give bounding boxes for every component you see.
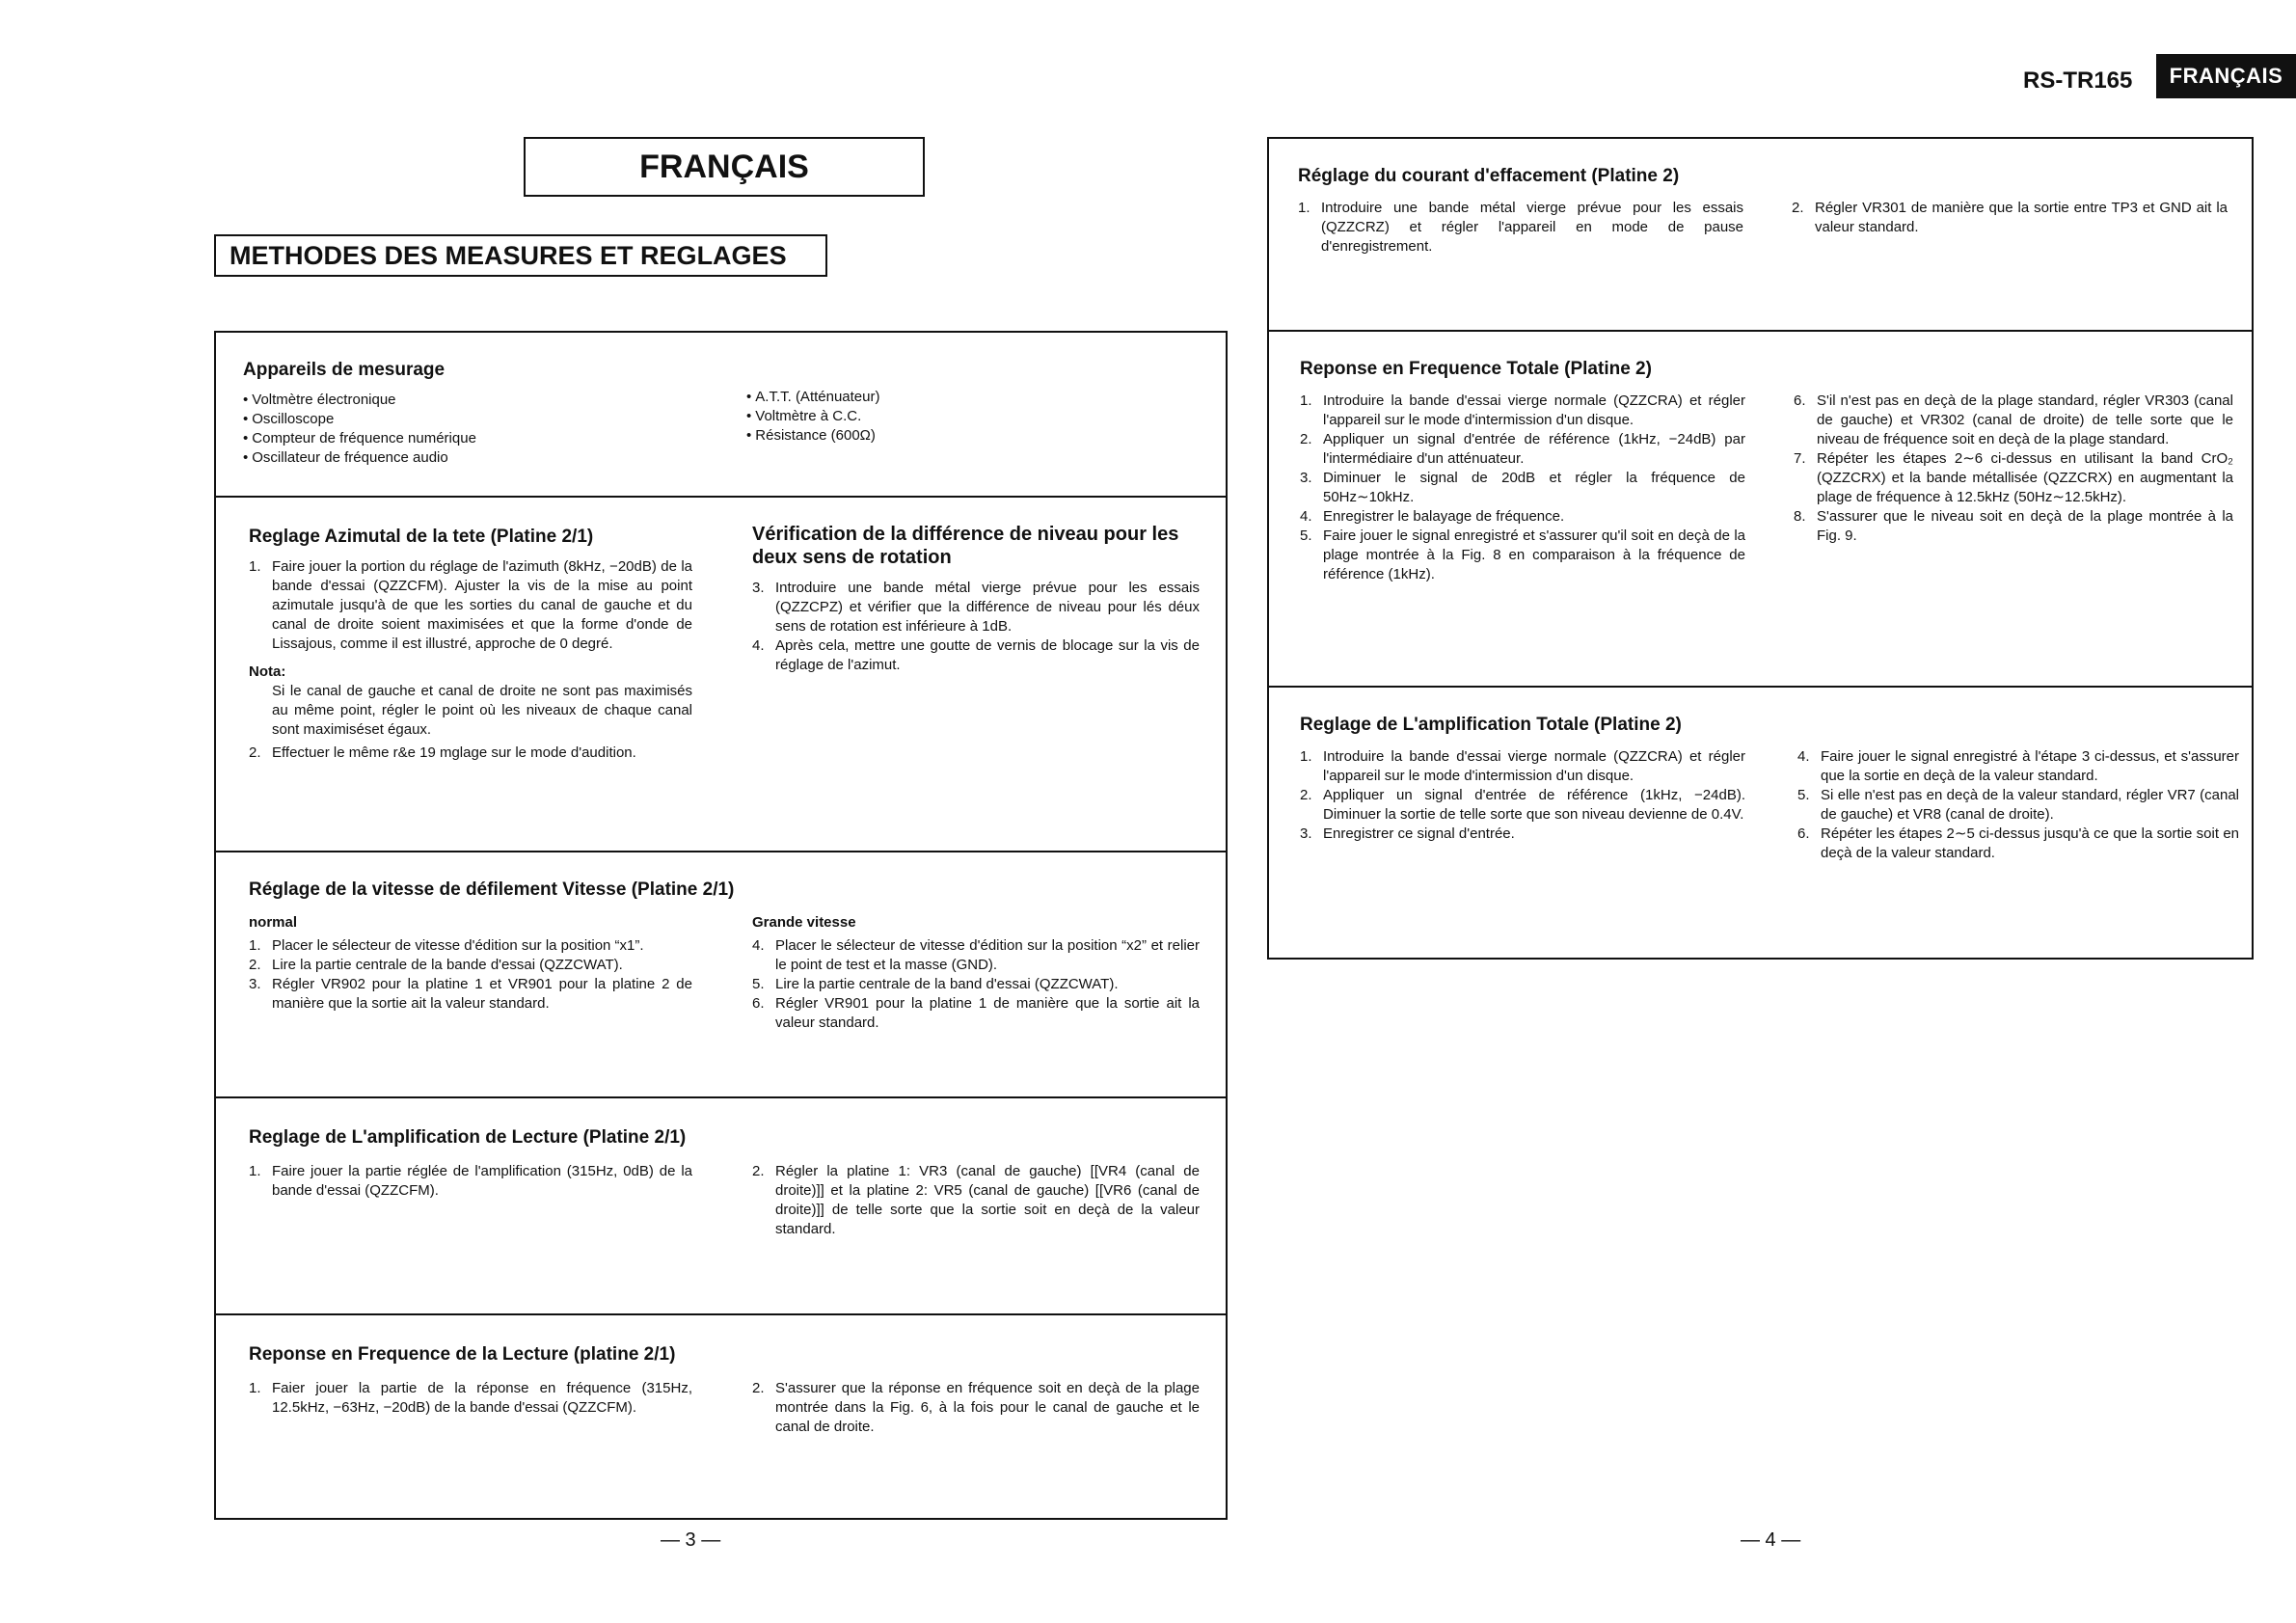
step-text: Faire jouer le signal enregistré à l'étape 3 ci-dessus, et s'assurer que la sortie en deçà de la valeur standard. [1821,748,2239,784]
page3-panel [214,331,1228,1520]
vitesse-section [216,852,1226,1098]
verification-steps [752,579,1200,675]
list-item [1797,747,2239,786]
step-number: 5. [752,976,765,992]
note-label: Nota: [249,663,286,680]
step-number: 2. [1792,200,1804,216]
step-number: 6. [752,995,765,1012]
list-item [249,936,692,956]
amplification-totale-right-steps [1797,747,2239,863]
step-number: 1. [249,1163,261,1179]
step-text: Enregistrer le balayage de fréquence. [1323,508,1565,525]
step-number: 1. [1298,200,1310,216]
step-number: 4. [1300,508,1312,525]
step-number: 3. [1300,825,1312,842]
azimutal-heading: Reglage Azimutal de la tete (Platine 2/1) [249,527,594,547]
step-number: 8. [1794,508,1806,525]
amplification-lecture-section [216,1098,1226,1315]
list-item: • Oscilloscope [243,410,706,429]
step-text: Régler la platine 1: VR3 (canal de gauche) [[VR4 (canal de droite)]] et la platine 2: VR5 (canal de gauche) [[VR6 (canal de droite)]] de telle sorte que la sortie soit en deçà de la valeur standard. [775,1163,1200,1237]
list-item [1300,747,1745,786]
step-text: Régler VR301 de manière que la sortie entre TP3 et GND ait la valeur standard. [1815,200,2228,235]
step-text: Introduire la bande d'essai vierge normale (QZZCRA) et régler l'appareil sur le mode d'intermission d'un disque. [1323,392,1745,428]
page4-panel [1267,137,2254,960]
step-number: 2. [249,957,261,973]
step-number: 3. [752,580,765,596]
frequence-lecture-section [216,1315,1226,1518]
step-text: Faire jouer le signal enregistré et s'assurer qu'il soit en deçà de la plage montrée à la Fig. 8 en comparaison à la fréquence de référence (1kHz). [1323,527,1745,582]
appareils-heading: Appareils de mesurage [243,360,446,380]
list-item [1300,392,1745,430]
list-item: • Voltmètre à C.C. [746,407,1200,426]
step-text: Répéter les étapes 2∼5 ci-dessus jusqu'à ce que la sortie soit en deçà de la valeur standard. [1821,825,2239,861]
list-item [1794,507,2233,546]
appareils-right-list [746,388,1200,446]
amplification-totale-left-steps [1300,747,1745,844]
list-item [1300,825,1745,844]
effacement-left-steps [1298,199,1743,257]
step-text: Effectuer le même r&e 19 mglage sur le mode d'audition. [272,744,636,761]
step-number: 5. [1300,527,1312,544]
step-text: Appliquer un signal d'entrée de référence (1kHz, −24dB) par l'intermédiaire d'un atténuateur. [1323,431,1745,467]
step-text: S'assurer que la réponse en fréquence soit en deçà de la plage montrée dans la Fig. 6, à la fois pour le canal de gauche et le canal de droite. [775,1380,1200,1435]
effacement-right-steps [1792,199,2228,237]
frequence-totale-left-steps [1300,392,1745,584]
verification-heading: Vérification de la différence de niveau pour les deux sens de rotation [752,524,1179,568]
step-number: 1. [249,937,261,954]
step-text: Introduire une bande métal vierge prévue pour les essais (QZZCPZ) et vérifier que la différence de niveau pour lés déux sens de rotation est inférieure à 1dB. [775,580,1200,635]
list-item [752,936,1200,975]
step-text: Si elle n'est pas en deçà de la valeur standard, régler VR7 (canal de gauche) et VR8 (canal de droite). [1821,787,2239,823]
step-text: Faire jouer la portion du réglage de l'azimuth (8kHz, −20dB) de la bande d'essai (QZZCFM). Ajuster la vis de la mise au point azimutale jusqu'à de que les sorties du canal de gauche et du canal de droite soient maximisées et que la forme d'onde de Lissajous, comme il est illustré, approche de 0 degré. [272,558,692,652]
section-title [214,234,827,277]
step-text: Régler VR901 pour la platine 1 de manière que la sortie ait la valeur standard. [775,995,1200,1031]
list-item: • Résistance (600Ω) [746,426,1200,446]
step-number: 5. [1797,787,1810,803]
appareils-left-list [243,391,706,468]
step-number: 2. [249,744,261,761]
step-number: 2. [752,1380,765,1396]
step-text: Lire la partie centrale de la band d'essai (QZZCWAT). [775,976,1119,992]
step-text: Répéter les étapes 2∼6 ci-dessus en utilisant la band CrO₂ (QZZCRX) et la bande métallisée (QZZCRX) en augmentant la plage de fréquence à 12.5kHz (50Hz∼12.5kHz). [1817,450,2233,505]
step-text: Placer le sélecteur de vitesse d'édition sur la position “x1”. [272,937,644,954]
list-item [249,975,692,1014]
list-item [1300,430,1745,469]
list-item: • Compteur de fréquence numérique [243,429,706,448]
step-number: 4. [752,937,765,954]
list-item: • Oscillateur de fréquence audio [243,448,706,468]
list-item [249,956,692,975]
list-item [249,1162,692,1201]
frequence-lecture-heading: Reponse en Frequence de la Lecture (platine 2/1) [249,1344,676,1365]
list-item [752,1162,1200,1239]
vitesse-normal-steps [249,936,692,1014]
frequence-totale-section [1269,332,2252,688]
frequence-totale-right-steps [1794,392,2233,546]
amplification-lecture-left-steps [249,1162,692,1201]
list-item [1300,507,1745,527]
list-item [752,975,1200,994]
step-number: 1. [249,1380,261,1396]
step-number: 1. [1300,748,1312,765]
list-item [752,579,1200,636]
step-text: S'assurer que le niveau soit en deçà de la plage montrée à la Fig. 9. [1817,508,2233,544]
list-item [1794,392,2233,449]
vitesse-normal-label: normal [249,914,298,931]
effacement-section [1269,139,2252,332]
page-number-3: — 3 — [661,1529,721,1551]
step-text: Faire jouer la partie réglée de l'amplification (315Hz, 0dB) de la bande d'essai (QZZCFM). [272,1163,692,1199]
step-text: Faier jouer la partie de la réponse en fréquence (315Hz, 12.5kHz, −63Hz, −20dB) de la bande d'essai (QZZCFM). [272,1380,692,1416]
list-item [1300,527,1745,584]
step-number: 4. [1797,748,1810,765]
list-item: • A.T.T. (Atténuateur) [746,388,1200,407]
note-text: Si le canal de gauche et canal de droite ne sont pas maximisés au même point, régler le point où les niveaux de chaque canal sont maximiséset égaux. [272,683,692,738]
page-title [524,137,925,197]
list-item [249,1379,692,1418]
step-text: Régler VR902 pour la platine 1 et VR901 pour la platine 2 de manière que la sortie ait la valeur standard. [272,976,692,1012]
step-number: 2. [1300,431,1312,447]
step-number: 1. [1300,392,1312,409]
step-number: 1. [249,558,261,575]
section-title-text: METHODES DES MEASURES ET REGLAGES [230,240,787,270]
frequence-lecture-left-steps [249,1379,692,1418]
page-title-text: FRANÇAIS [639,148,809,185]
list-item [1300,786,1745,825]
step-number: 6. [1794,392,1806,409]
step-number: 7. [1794,450,1806,467]
step-text: Introduire une bande métal vierge prévue pour les essais (QZZCRZ) et régler l'appareil en mode de pause d'enregistrement. [1321,200,1743,255]
step-text: Après cela, mettre une goutte de vernis de blocage sur la vis de réglage de l'azimut. [775,637,1200,673]
amplification-totale-heading: Reglage de L'amplification Totale (Platine 2) [1300,715,1682,735]
step-text: Enregistrer ce signal d'entrée. [1323,825,1515,842]
step-number: 4. [752,637,765,654]
page-number-4: — 4 — [1741,1529,1801,1551]
step-text: Diminuer le signal de 20dB et régler la fréquence de 50Hz∼10kHz. [1323,470,1745,505]
list-item [752,636,1200,675]
frequence-lecture-right-steps [752,1379,1200,1437]
step-text: Placer le sélecteur de vitesse d'édition sur la position “x2” et relier le point de test et la masse (GND). [775,937,1200,973]
step-text: Lire la partie centrale de la bande d'essai (QZZCWAT). [272,957,623,973]
list-item [1792,199,2228,237]
list-item [752,1379,1200,1437]
frequence-totale-heading: Reponse en Frequence Totale (Platine 2) [1300,359,1652,379]
list-item [249,557,692,654]
list-item: • Voltmètre électronique [243,391,706,410]
step-number: 3. [249,976,261,992]
step-text: Appliquer un signal d'entrée de référence (1kHz, −24dB). Diminuer la sortie de telle sorte que son niveau devienne de 0.4V. [1323,787,1745,823]
azimutal-steps-2 [249,744,692,763]
amplification-totale-section [1269,688,2252,958]
step-number: 6. [1797,825,1810,842]
list-item [1797,786,2239,825]
list-item [752,994,1200,1033]
step-text: Introduire la bande d'essai vierge normale (QZZCRA) et régler l'appareil sur le mode d'intermission d'un disque. [1323,748,1745,784]
list-item [1300,469,1745,507]
list-item [1794,449,2233,507]
language-tab: FRANÇAIS [2156,54,2296,98]
effacement-heading: Réglage du courant d'effacement (Platine 2) [1298,166,1680,186]
list-item [1298,199,1743,257]
vitesse-grande-label: Grande vitesse [752,914,856,931]
azimutal-steps [249,557,692,654]
step-number: 3. [1300,470,1312,486]
appareils-section [216,333,1226,498]
step-text: S'il n'est pas en deçà de la plage standard, régler VR303 (canal de gauche) et VR302 (canal de droite) de telle sorte que le niveau de fréquence soit en deçà de la plage standard. [1817,392,2233,447]
amplification-lecture-right-steps [752,1162,1200,1239]
vitesse-heading: Réglage de la vitesse de défilement Vitesse (Platine 2/1) [249,879,735,900]
azimutal-section [216,498,1226,852]
list-item [1797,825,2239,863]
amplification-lecture-heading: Reglage de L'amplification de Lecture (Platine 2/1) [249,1127,687,1148]
step-number: 2. [752,1163,765,1179]
model-number: RS-TR165 [2023,68,2133,94]
step-number: 2. [1300,787,1312,803]
vitesse-grande-steps [752,936,1200,1033]
list-item [249,744,692,763]
